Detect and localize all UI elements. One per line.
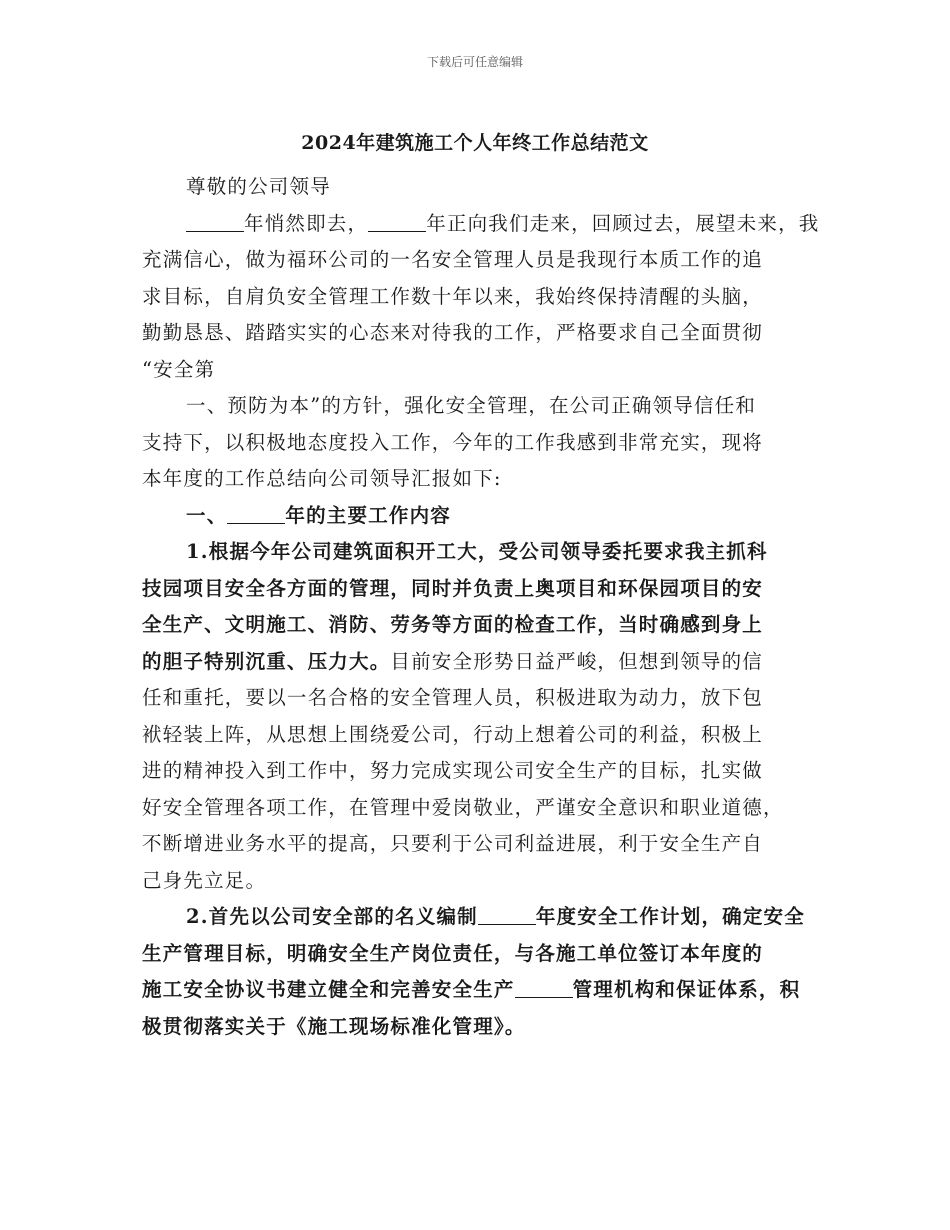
- paragraph-line: 求目标，自肩负安全管理工作数十年以来，我始终保持清醒的头脑，: [142, 284, 764, 308]
- fill-in-blank: [227, 501, 285, 523]
- paragraph-line: 袱轻装上阵，从思想上围绕爱公司，行动上想着公司的利益，积极上: [142, 722, 764, 746]
- paragraph-line: 己身先立足。: [142, 868, 267, 892]
- paragraph-line: 勤勤恳恳、踏踏实实的心态来对待我的工作，严格要求自己全面贯彻: [142, 321, 764, 344]
- paragraph-line: 充满信心，做为福环公司的一名安全管理人员是我现行本质工作的追: [142, 248, 764, 271]
- paragraph-line: 本年度的工作总结向公司领导汇报如下:: [142, 467, 502, 490]
- paragraph-line: 不断增进业务水平的提高，只要利于公司利益进展，利于安全生产自: [142, 832, 764, 855]
- paragraph-line: 1.根据今年公司建筑面积开工大，受公司领导委托要求我主抓科: [186, 540, 768, 563]
- paragraph-line: 支持下，以积极地态度投入工作，今年的工作我感到非常充实，现将: [142, 430, 764, 454]
- paragraph-line: 一、预防为本”的方针，强化安全管理，在公司正确领导信任和: [186, 394, 757, 417]
- header-note: 下载后可任意编辑: [426, 55, 523, 69]
- paragraph-line: 的胆子特别沉重、压力大。目前安全形势日益严峻，但想到领导的信: [142, 649, 764, 673]
- document-title: 2024年建筑施工个人年终工作总结范文: [301, 132, 649, 154]
- fill-in-blank: [368, 209, 426, 231]
- salutation: 尊敬的公司领导: [186, 175, 331, 198]
- paragraph-line: 生产管理目标，明确安全生产岗位责任，与各施工单位签订本年度的: [142, 941, 764, 965]
- paragraph-line: 2.首先以公司安全部的名义编制 年度安全工作计划，确定安全: [142, 899, 822, 936]
- fill-in-blank: [186, 209, 244, 231]
- paragraph-line: 全生产、文明施工、消防、劳务等方面的检查工作，当时确感到身上: [142, 613, 764, 636]
- paragraph-line: 进的精神投入到工作中，努力完成实现公司安全生产的目标，扎实做: [142, 759, 764, 782]
- paragraph-line: 技园项目安全各方面的管理，同时并负责上奥项目和环保园项目的安: [142, 576, 764, 600]
- paragraph-line: 任和重托，要以一名合格的安全管理人员，积极进取为动力，放下包: [142, 686, 764, 709]
- paragraph-line: 施工安全协议书建立健全和完善安全生产 管理机构和保证体系，积: [142, 972, 822, 1009]
- document-body: [142, 169, 822, 1045]
- section-heading: 一、 年的主要工作内容: [142, 498, 822, 535]
- paragraph-line: 好安全管理各项工作，在管理中爱岗敬业，严谨安全意识和职业道德，: [142, 795, 784, 819]
- paragraph-line: 年悄然即去， 年正向我们走来，回顾过去，展望未来，我: [142, 206, 822, 243]
- fill-in-blank: [478, 903, 536, 925]
- fill-in-blank: [515, 976, 573, 998]
- paragraph-line: “安全第: [142, 357, 216, 381]
- paragraph-line: 极贯彻落实关于《施工现场标准化管理》。: [142, 1014, 526, 1038]
